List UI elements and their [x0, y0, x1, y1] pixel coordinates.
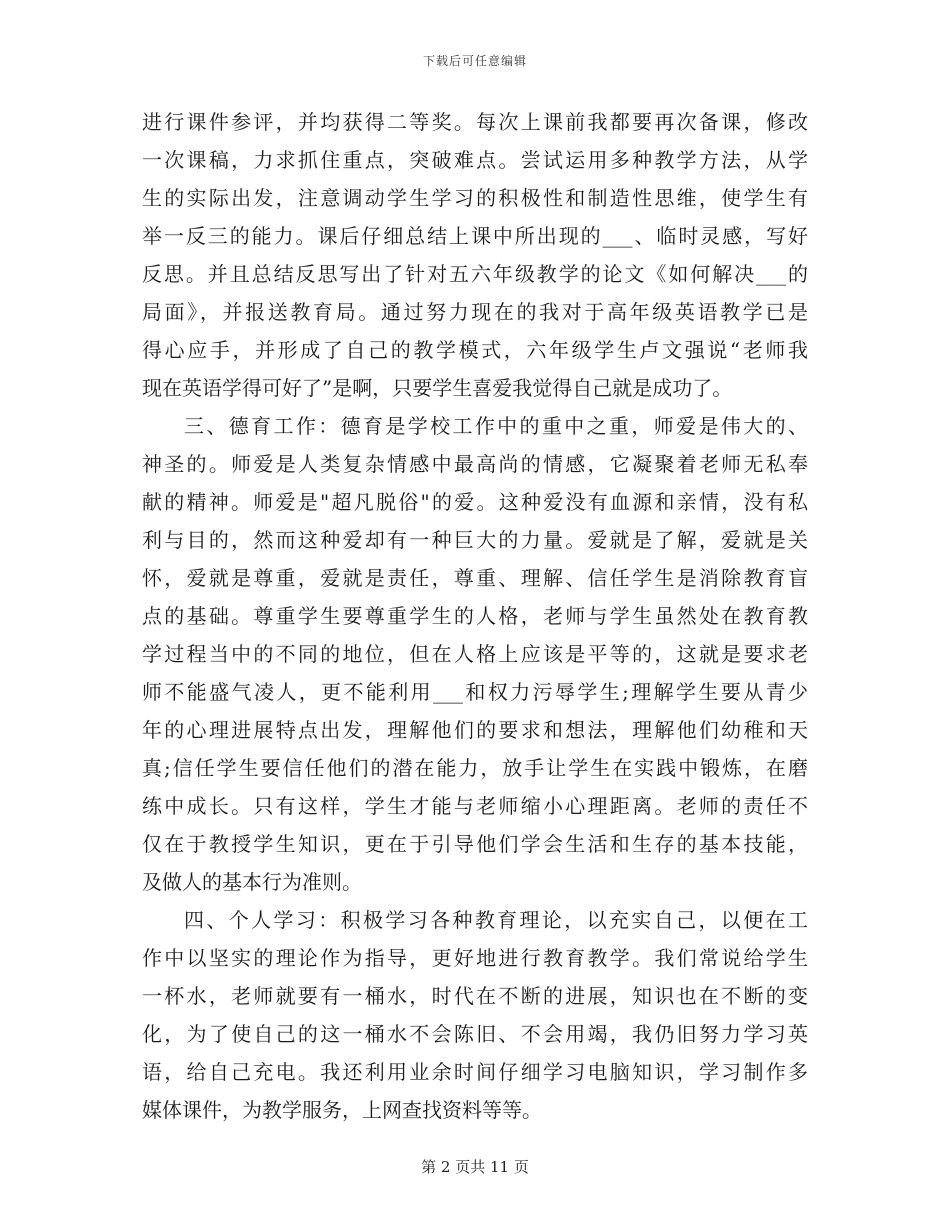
text-line: 练中成长。只有这样，学生才能与老师缩小心理距离。老师的责任不 [142, 794, 808, 818]
text-line: 语，给自己充电。我还利用业余时间仔细学习电脑知识，学习制作多 [142, 1060, 808, 1084]
section-heading-line: 四、个人学习：积极学习各种教育理论，以充实自己，以便在工 [184, 908, 808, 932]
section-heading-line: 三、德育工作：德育是学校工作中的重中之重，师爱是伟大的、 [184, 414, 808, 438]
document-body [142, 103, 808, 1129]
text-line: 怀，爱就是尊重，爱就是责任，尊重、理解、信任学生是消除教育盲 [142, 566, 808, 590]
text-line: 师不能盛气凌人，更不能利用___和权力污辱学生;理解学生要从青少 [142, 680, 808, 704]
text-line: 局面》，并报送教育局。通过努力现在的我对于高年级英语教学已是 [142, 300, 808, 324]
text-line: 利与目的，然而这种爱却有一种巨大的力量。爱就是了解，爱就是关 [142, 528, 808, 552]
text-line: 一杯水，老师就要有一桶水，时代在不断的进展，知识也在不断的变 [142, 984, 808, 1008]
text-line: 生的实际出发，注意调动学生学习的积极性和制造性思维，使学生有 [142, 186, 808, 210]
text-line: 真;信任学生要信任他们的潜在能力，放手让学生在实践中锻炼，在磨 [142, 756, 808, 780]
text-line: 反思。并且总结反思写出了针对五六年级教学的论文《如何解决___的 [142, 262, 808, 286]
text-line: 献的精神。师爱是"超凡脱俗"的爱。这种爱没有血源和亲情，没有私 [142, 490, 808, 514]
text-line: 及做人的基本行为准则。 [142, 870, 362, 894]
text-line: 化，为了使自己的这一桶水不会陈旧、不会用竭，我仍旧努力学习英 [142, 1022, 808, 1046]
text-line: 得心应手，并形成了自己的教学模式，六年级学生卢文强说“老师我 [142, 338, 808, 362]
text-line: 作中以坚实的理论作为指导，更好地进行教育教学。我们常说给学生 [142, 946, 808, 970]
text-line: 点的基础。尊重学生要尊重学生的人格，老师与学生虽然处在教育教 [142, 604, 808, 628]
page-footer-number: 第 2 页共 11 页 [421, 1158, 529, 1176]
text-line: 媒体课件，为教学服务，上网查找资料等等。 [142, 1098, 542, 1122]
text-line: 一次课稿，力求抓住重点，突破难点。尝试运用多种教学方法，从学 [142, 148, 808, 172]
page-header-note: 下载后可任意编辑 [422, 54, 527, 68]
text-line: 仅在于教授学生知识，更在于引导他们学会生活和生存的基本技能， [142, 832, 808, 856]
text-line: 学过程当中的不同的地位，但在人格上应该是平等的，这就是要求老 [142, 642, 808, 666]
text-line: 年的心理进展特点出发，理解他们的要求和想法，理解他们幼稚和天 [142, 718, 808, 742]
text-line: 举一反三的能力。课后仔细总结上课中所出现的___、临时灵感，写好 [142, 224, 808, 248]
text-line: 现在英语学得可好了”是啊，只要学生喜爱我觉得自己就是成功了。 [142, 376, 733, 400]
text-line: 神圣的。师爱是人类复杂情感中最高尚的情感，它凝聚着老师无私奉 [142, 452, 808, 476]
text-line: 进行课件参评，并均获得二等奖。每次上课前我都要再次备课，修改 [142, 110, 808, 134]
